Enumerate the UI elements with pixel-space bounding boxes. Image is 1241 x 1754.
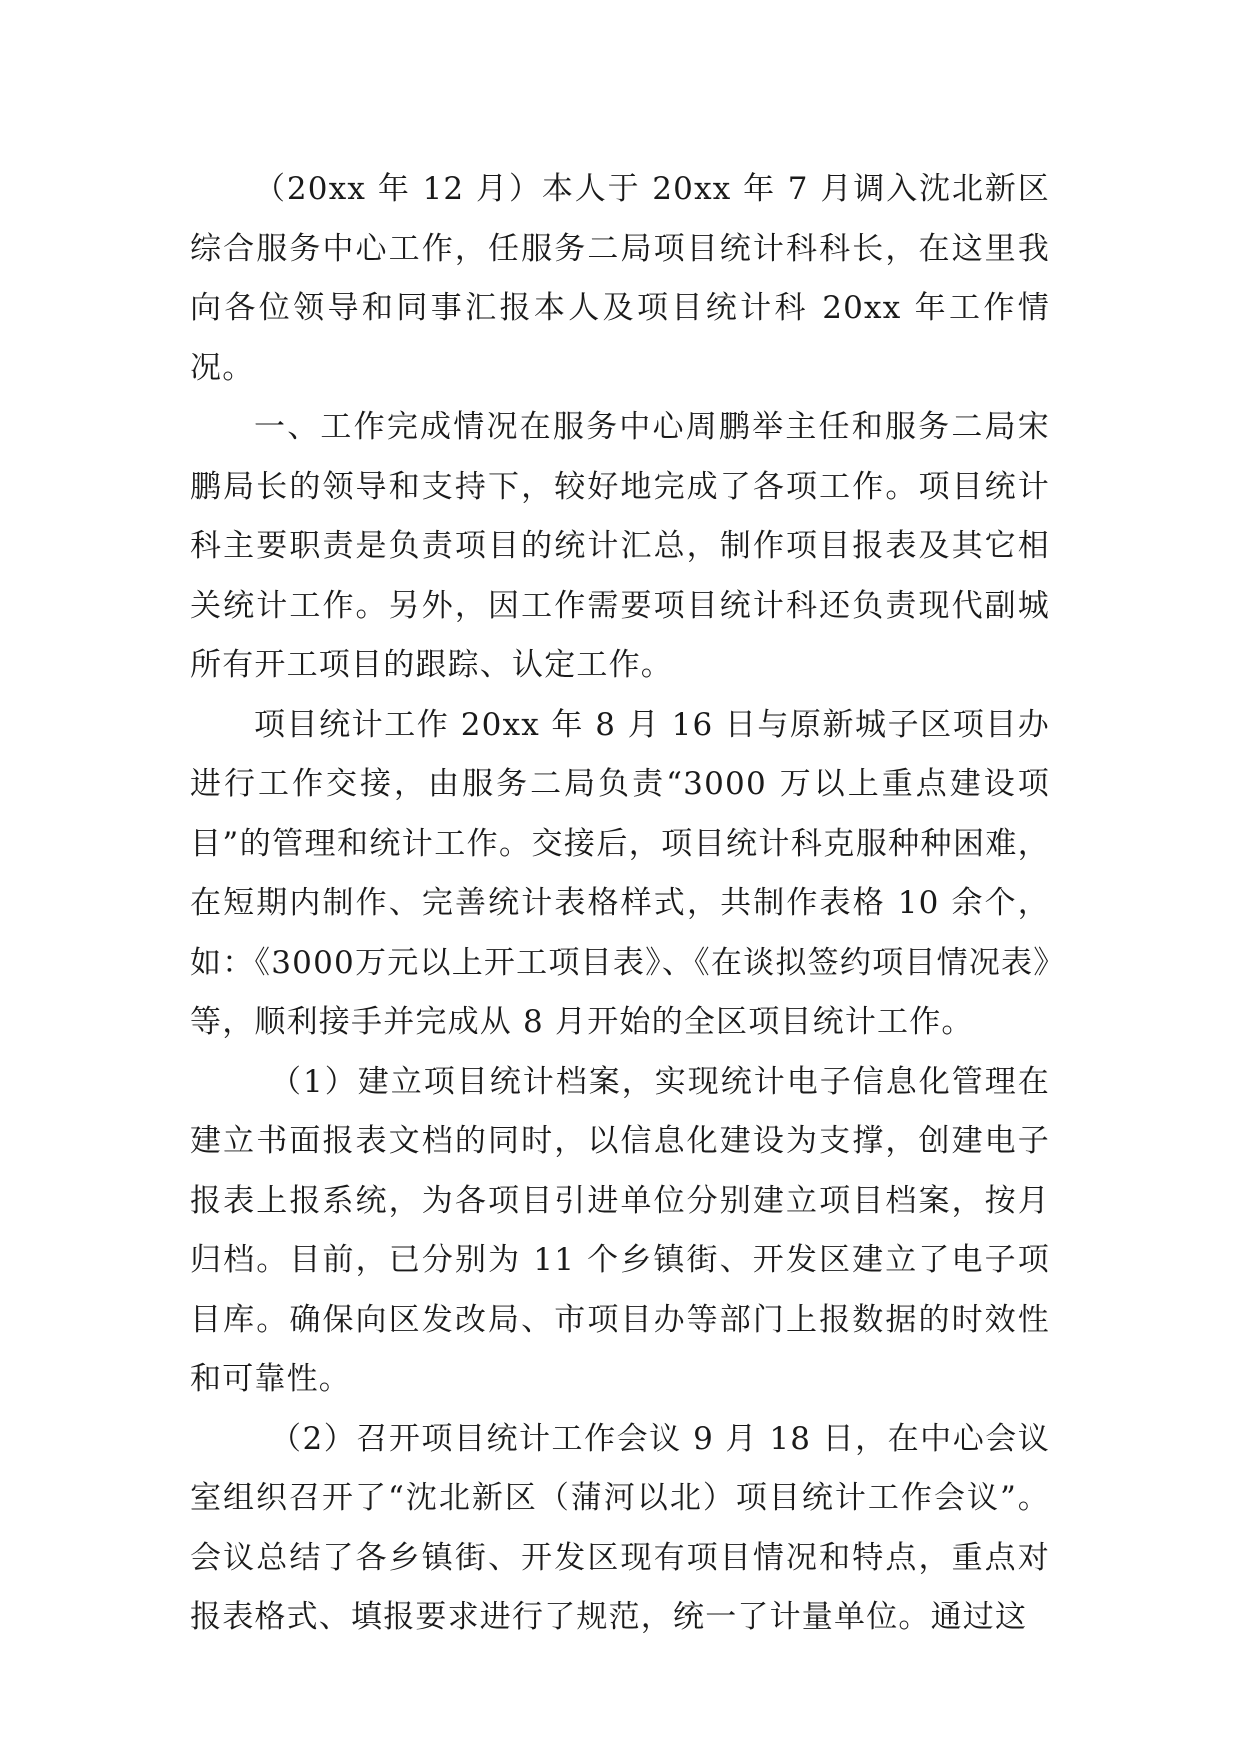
- document-body: [190, 160, 1050, 1648]
- paragraph-statistics-handover: 项目统计工作 20xx 年 8 月 16 日与原新城子区项目办进行工作交接，由服务二局负责“3000 万以上重点建设项目”的管理和统计工作。交接后，项目统计科克服种种困难，在短期内制作、完善统计表格样式，共制作表格 10 余个，如：《3000万元以上开工项目表》、《在谈拟签约项目情况表》等，顺利接手并完成从 8 月开始的全区项目统计工作。: [190, 706, 1050, 1040]
- paragraph-work-completion: 一、工作完成情况在服务中心周鹏举主任和服务二局宋鹏局长的领导和支持下，较好地完成了各项工作。项目统计科主要职责是负责项目的统计汇总，制作项目报表及其它相关统计工作。另外，因工作需要项目统计科还负责现代副城所有开工项目的跟踪、认定工作。: [190, 409, 1050, 683]
- paragraph-intro: （20xx 年 12 月）本人于 20xx 年 7 月调入沈北新区综合服务中心工作，任服务二局项目统计科科长，在这里我向各位领导和同事汇报本人及项目统计科 20xx 年工作情况。: [190, 171, 1050, 386]
- paragraph-item-2-meeting: （2）召开项目统计工作会议 9 月 18 日，在中心会议室组织召开了“沈北新区（蒲河以北）项目统计工作会议”。会议总结了各乡镇街、开发区现有项目情况和特点，重点对报表格式、填报要求进行了规范，统一了计量单位。通过这: [190, 1420, 1050, 1635]
- paragraph-item-1-archives: （1）建立项目统计档案，实现统计电子信息化管理在建立书面报表文档的同时，以信息化建设为支撑，创建电子报表上报系统，为各项目引进单位分别建立项目档案，按月归档。目前，已分别为 11 个乡镇街、开发区建立了电子项目库。确保向区发改局、市项目办等部门上报数据的时效性和可靠性。: [190, 1063, 1050, 1397]
